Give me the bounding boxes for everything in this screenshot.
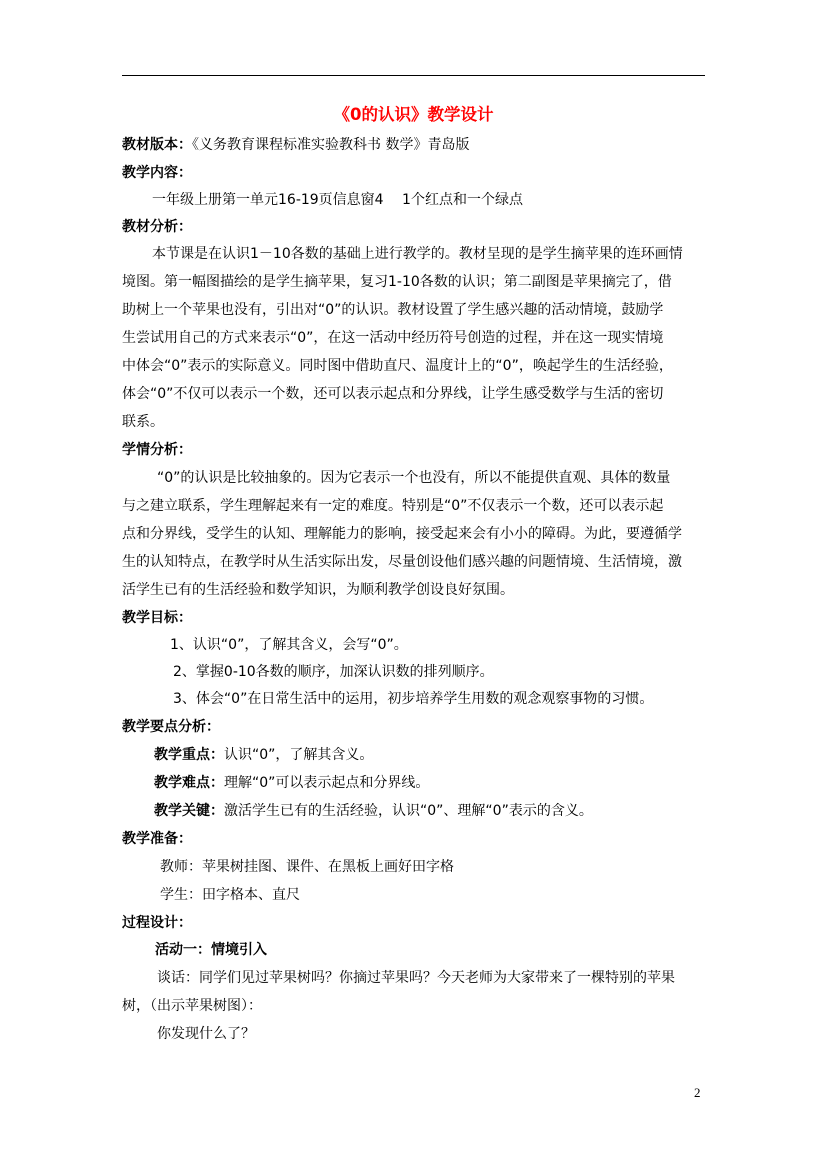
prep-teacher: 教师：苹果树挂图、课件、在黑板上画好田字格 — [160, 859, 454, 875]
key-point-line — [154, 745, 754, 765]
analysis-paragraph-line: 助树上一个苹果也没有，引出对“0”的认识。教材设置了学生感兴趣的活动情境，鼓励学 — [122, 302, 664, 318]
talk-line: 谈话：同学们见过苹果树吗？你摘过苹果吗？今天老师为大家带来了一棵特别的苹果 — [157, 970, 675, 986]
analysis-paragraph-line: 本节课是在认识1－10各数的基础上进行教学的。教材呈现的是学生摘苹果的连环画情 — [152, 246, 683, 262]
analysis-paragraph-line: 联系。 — [122, 414, 164, 430]
activity-1-heading: 活动一：情境引入 — [155, 942, 267, 958]
goal-item: 1、认识“0”，了解其含义，会写“0”。 — [170, 637, 408, 653]
key-point-value: 认识“0”，了解其含义。 — [224, 747, 374, 763]
students-paragraph-line: 活学生已有的生活经验和数学知识，为顺利教学创设良好氛围。 — [122, 582, 514, 598]
talk-line: 树，（出示苹果树图）： — [122, 998, 262, 1014]
students-heading: 学情分析： — [122, 442, 192, 458]
crux-line — [154, 801, 754, 821]
analysis-paragraph-line: 境图。第一幅图描绘的是学生摘苹果，复习1-10各数的认识；第二副图是苹果摘完了，借 — [122, 274, 672, 290]
page-number: 2 — [694, 1085, 701, 1100]
students-paragraph-line: 点和分界线，受学生的认知、理解能力的影响，接受起来会有小小的障碍。为此，要遵循学 — [122, 526, 682, 542]
analysis-paragraph-line: 中体会“0”表示的实际意义。同时图中借助直尺、温度计上的“0”，唤起学生的生活经验， — [122, 358, 673, 374]
textbook-value: 《义务教育课程标准实验教科书 数学》青岛版 — [192, 137, 470, 153]
analysis-heading: 教材分析： — [122, 219, 192, 235]
document-title: 《0的认识》教学设计 — [333, 105, 494, 124]
crux-label: 教学关键： — [154, 803, 224, 819]
analysis-paragraph-line: 生尝试用自己的方式来表示“0”，在这一活动中经历符号创造的过程，并在这一现实情境 — [122, 330, 664, 346]
students-paragraph-line: 与之建立联系，学生理解起来有一定的难度。特别是“0”不仅表示一个数，还可以表示起 — [122, 498, 664, 514]
students-paragraph-line: “0”的认识是比较抽象的。因为它表示一个也没有，所以不能提供直观、具体的数量 — [157, 470, 671, 486]
keypoints-heading: 教学要点分析： — [122, 719, 220, 735]
question-line: 你发现什么了？ — [157, 1026, 255, 1042]
difficulty-value: 理解“0”可以表示起点和分界线。 — [224, 775, 430, 791]
difficulty-line — [154, 773, 754, 793]
goal-item: 2、掌握0-10各数的顺序，加深认识数的排列顺序。 — [173, 664, 494, 680]
difficulty-label: 教学难点： — [154, 775, 224, 791]
key-point-label: 教学重点： — [154, 747, 224, 763]
textbook-label: 教材版本： — [122, 137, 192, 153]
goals-heading: 教学目标： — [122, 610, 192, 626]
content-text: 一年级上册第一单元16-19页信息窗4 1个红点和一个绿点 — [152, 192, 523, 208]
process-heading: 过程设计： — [122, 915, 192, 931]
goal-item: 3、体会“0”在日常生活中的运用，初步培养学生用数的观念观察事物的习惯。 — [173, 691, 654, 707]
prep-student: 学生：田字格本、直尺 — [160, 887, 300, 903]
students-paragraph-line: 生的认知特点，在教学时从生活实际出发，尽量创设他们感兴趣的问题情境、生活情境，激 — [122, 554, 682, 570]
prep-heading: 教学准备： — [122, 831, 192, 847]
crux-value: 激活学生已有的生活经验，认识“0”、理解“0”表示的含义。 — [224, 803, 593, 819]
textbook-line — [122, 135, 722, 155]
header-rule — [122, 75, 705, 76]
content-heading: 教学内容： — [122, 165, 192, 181]
analysis-paragraph-line: 体会“0”不仅可以表示一个数，还可以表示起点和分界线，让学生感受数学与生活的密切 — [122, 386, 664, 402]
